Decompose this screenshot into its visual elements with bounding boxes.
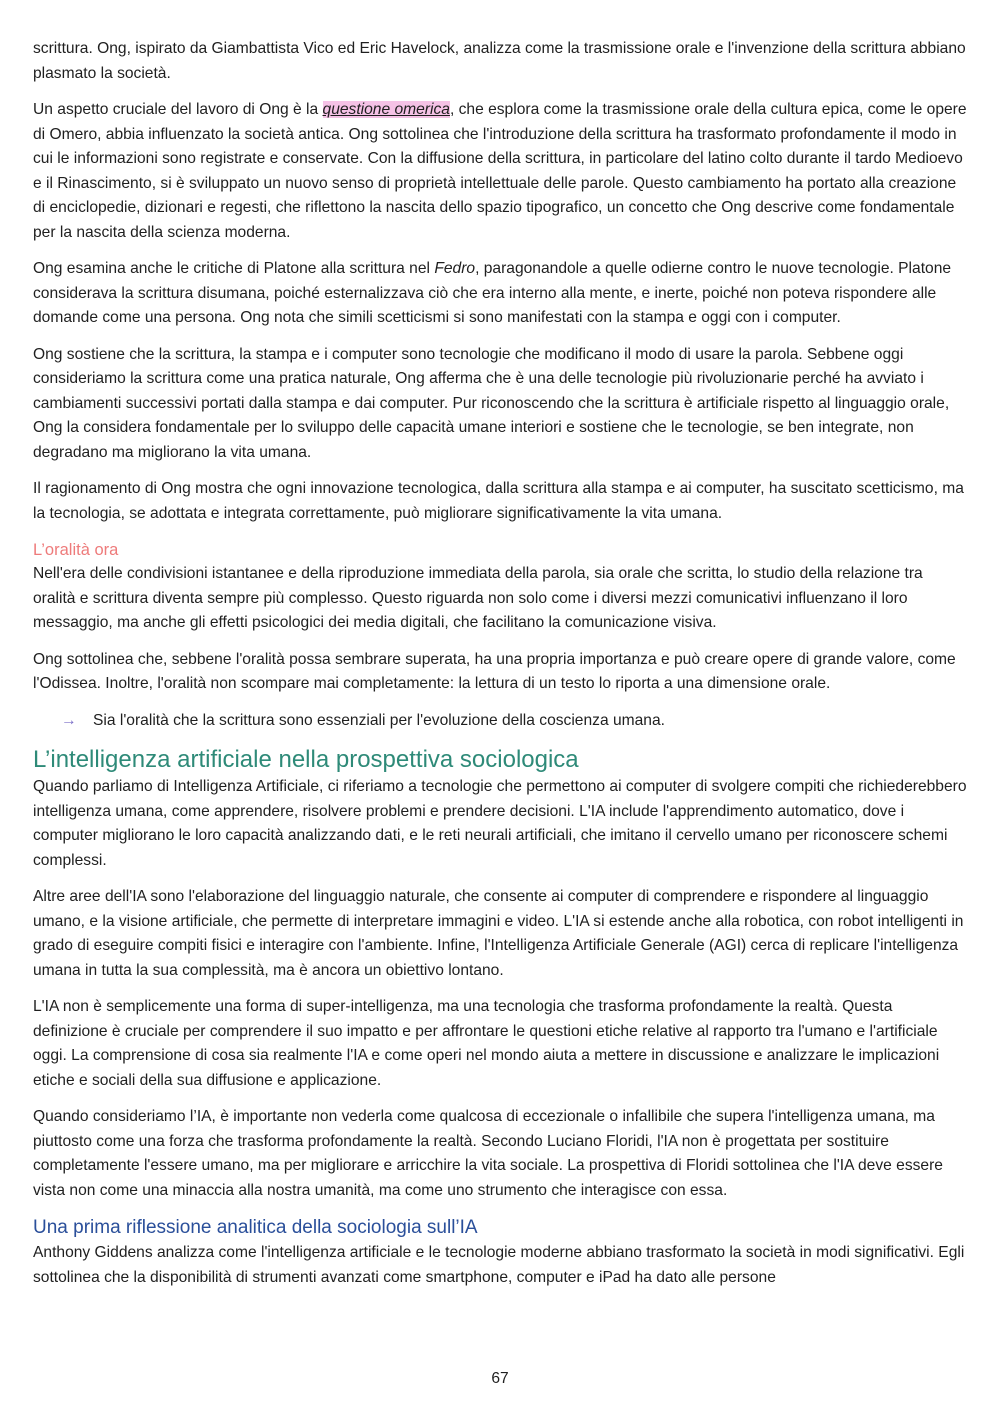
page-number: 67 xyxy=(491,1370,509,1387)
paragraph-text: Un aspetto cruciale del lavoro di Ong è la xyxy=(33,101,323,118)
paragraph-floridi: Quando consideriamo l’IA, è importante non vederla come qualcosa di eccezionale o infallibile che supera l'intelligenza umana, ma piuttosto come una forza che trasforma profondamente la realtà. Secondo Luciano Floridi, l'IA non è progettata per sostituire completamente l'essere umano, ma per migliorare e arricchire la vita sociale. La prospettiva di Floridi sottolinea che l'IA deve essere vista non come una minaccia alla nostra umanità, ma come uno strumento che interagisce con essa. xyxy=(33,1108,943,1199)
paragraph-platone xyxy=(33,257,969,331)
paragraph-giddens: Anthony Giddens analizza come l'intelligenza artificiale e le tecnologie moderne abbiano trasformato la società in modi significativi. Egli sottolinea che la disponibilità di strumenti avanzati come smartphone, computer e iPad ha dato alle persone xyxy=(33,1244,965,1286)
bullet-item xyxy=(61,709,969,734)
paragraph-ia-realta: L'IA non è semplicemente una forma di super-intelligenza, ma una tecnologia che trasforma profondamente la realtà. Questa definizione è cruciale per comprendere il suo impatto e per affrontare le questioni etiche relative al rapporto tra l'umano e l'artificiale oggi. La comprensione di cosa sia realmente l'IA e come operi nel mondo aiuta a mettere in discussione e analizzare le implicazioni etiche e sociali della sua diffusione e applicazione. xyxy=(33,998,940,1089)
paragraph-text: , che esplora come la trasmissione orale della cultura epica, come le opere di Omero, abbia influenzato la società antica. Ong sottolinea che l'introduzione della scrittura ha trasformato profondamente il modo in cui le informazioni sono registrate e conservate. Con la diffusione della scrittura, in particolare del latino colto durante il tardo Medioevo e il Rinascimento, si è sviluppato un nuovo senso di proprietà intellettuale delle parole. Questo cambiamento ha portato alla creazione di enciclopedie, dizionari e regesti, che riflettono la nascita dello spazio tipografico, un concetto che Ong descrive come fondamentale per la nascita della scienza moderna. xyxy=(33,101,967,241)
paragraph-tecnologie: Ong sostiene che la scrittura, la stampa e i computer sono tecnologie che modificano il modo di usare la parola. Sebbene oggi consideriamo la scrittura come una pratica naturale, Ong afferma che è una delle tecnologie più rivoluzionarie perché ha avviato i cambiamenti successivi portati dalla stampa e dai computer. Pur riconoscendo che la scrittura è artificiale rispetto al linguaggio orale, Ong la considera fondamentale per lo sviluppo delle capacità umane interiori e sostiene che le tecnologie, se ben integrate, non degradano ma migliorano la vita umana. xyxy=(33,345,950,461)
paragraph-text: , paragonandole a quelle odierne contro le nuove tecnologie. Platone considerava la scrittura disumana, poiché esternalizzava ciò che era interno alla mente, e inerte, poiché non poteva rispondere alle domande come una persona. Ong nota che simili scetticismi si sono manifestati con la stampa e oggi con i computer. xyxy=(33,260,952,326)
bullet-text: Sia l'oralità che la scrittura sono essenziali per l'evoluzione della coscienza umana. xyxy=(93,711,665,729)
paragraph-text: Ong esamina anche le critiche di Platone alla scrittura nel xyxy=(33,260,435,277)
heading-riflessione-analitica: Una prima riflessione analitica della sociologia sull’IA xyxy=(33,1217,478,1238)
italic-title: Fedro xyxy=(434,260,476,277)
heading-oralita-ora: L’oralità ora xyxy=(33,541,119,559)
paragraph-condivisioni: Nell'era delle condivisioni istantanee e della riproduzione immediata della parola, sia orale che scritta, lo studio della relazione tra oralità e scrittura diventa sempre più complesso. Questo riguarda non solo come i diversi mezzi comunicativi influenzano il loro messaggio, ma anche gli effetti psicologici dei media digitali, che facilitano la comunicazione visiva. xyxy=(33,565,923,631)
paragraph-odissea: Ong sottolinea che, sebbene l'oralità possa sembrare superata, ha una propria importanza e può creare opere di grande valore, come l'Odissea. Inoltre, l'oralità non scompare mai completamente: la lettura di un testo lo riporta a una dimensione orale. xyxy=(33,650,956,692)
paragraph-ia-definizione: Quando parliamo di Intelligenza Artificiale, ci riferiamo a tecnologie che permettono ai computer di svolgere compiti che richiederebbero intelligenza umana, come apprendere, risolvere problemi e prendere decisioni. L'IA include l'apprendimento automatico, dove i computer migliorano le loro capacità analizzando dati, e le reti neurali artificiali, che imitano il cervello umano per riconoscere schemi complessi. xyxy=(33,778,967,869)
paragraph-questione-omerica xyxy=(33,98,969,245)
document-page xyxy=(33,37,969,1302)
arrow-right-icon: → xyxy=(61,711,77,729)
paragraph-ragionamento: Il ragionamento di Ong mostra che ogni innovazione tecnologica, dalla scrittura alla stampa e ai computer, ha suscitato scetticismo, ma la tecnologia, se adottata e integrata correttamente, può migliorare significativamente la vita umana. xyxy=(33,480,964,522)
paragraph-ia-aree: Altre aree dell'IA sono l'elaborazione del linguaggio naturale, che consente ai computer di comprendere e rispondere al linguaggio umano, e la visione artificiale, che permette di interpretare immagini e video. L'IA si estende anche alla robotica, con robot intelligenti in grado di eseguire compiti fisici e interagire con l'ambiente. Infine, l'Intelligenza Artificiale Generale (AGI) cerca di replicare l'intelligenza umana in tutta la sua complessità, ma è ancora un obiettivo lontano. xyxy=(33,888,964,979)
paragraph-scrittura: scrittura. Ong, ispirato da Giambattista Vico ed Eric Havelock, analizza come la trasmissione orale e l'invenzione della scrittura abbiano plasmato la società. xyxy=(33,40,966,82)
heading-ia-sociologica: L’intelligenza artificiale nella prospettiva sociologica xyxy=(33,746,579,773)
highlighted-term: questione omerica xyxy=(322,101,450,118)
